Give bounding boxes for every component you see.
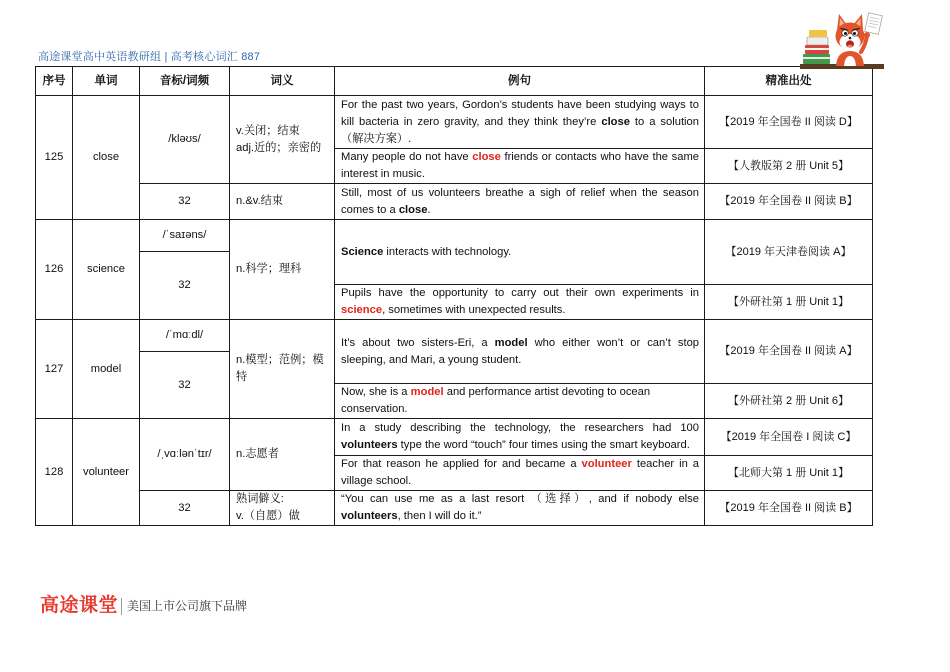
keyword-highlighted: volunteer [581, 458, 632, 470]
entry-extra-meaning [230, 491, 334, 525]
example-sentence-cell [335, 456, 704, 490]
example-source: 【2019 年全国卷 II 阅读 B】 [705, 184, 872, 219]
entry-meaning [230, 220, 334, 319]
fox-mascot-with-books-icon [800, 10, 884, 70]
column-header-word: 单词 [73, 67, 139, 95]
entry-number: 127 [36, 320, 72, 418]
sentence-text: Still, most of us volunteers breathe a sigh of relief when the season comes to a [341, 186, 699, 216]
entry-frequency: 32 [140, 491, 229, 525]
example-source: 【人教版第 2 册 Unit 5】 [705, 149, 872, 183]
sentence-text: friends or contacts who have the same interest in music. [341, 151, 699, 180]
entry-word: close [73, 96, 139, 219]
meaning-line: n.&v.结束 [236, 195, 284, 207]
sentence-text: Now, she is a [341, 386, 411, 398]
keyword: Science [341, 245, 384, 258]
example-sentence [341, 285, 699, 319]
keyword-highlighted: model [410, 386, 444, 398]
entry-meaning [230, 96, 334, 183]
brand-tagline: 美国上市公司旗下品牌 [127, 599, 248, 613]
example-source: 【外研社第 2 册 Unit 6】 [705, 384, 872, 418]
entry-phonetic: /ˌvɑːlənˈtɪr/ [140, 419, 229, 490]
entry-word: model [73, 320, 139, 418]
entry-word: science [73, 220, 139, 319]
meaning-line: n.科学；理科 [236, 263, 302, 275]
sentence-text: interacts with technology. [383, 245, 512, 258]
vocabulary-table [35, 66, 873, 526]
column-header-meaning: 词义 [230, 67, 334, 95]
sentence-text: . [427, 203, 431, 216]
example-source: 【2019 年全国卷 II 阅读 B】 [705, 491, 872, 525]
column-header-source: 精准出处 [705, 67, 872, 95]
entry-number: 126 [36, 220, 72, 319]
entry-extra-meaning [230, 184, 334, 219]
sentence-text: type the word “touch” four times using the smart keyboard. [397, 439, 690, 451]
meaning-line: v.关闭；结束 [236, 124, 300, 137]
example-sentence-cell [335, 491, 704, 525]
example-sentence [341, 384, 699, 418]
entry-frequency: 32 [140, 352, 229, 418]
entry-phonetic: /ˈmɑːdl/ [140, 320, 229, 351]
meaning-line: n.志愿者 [236, 448, 279, 460]
sentence-text: to a solution （解决方案）. [341, 115, 699, 145]
example-sentence-cell [335, 384, 704, 418]
sentence-text: teacher in a village school. [341, 458, 699, 487]
meaning-line: v.（自愿）做 [236, 510, 300, 522]
meaning-line: n.模型；范例；模特 [236, 354, 324, 383]
sentence-text: Many people do not have [341, 151, 473, 163]
keyword: volunteers [341, 439, 398, 451]
entry-number: 128 [36, 419, 72, 525]
example-sentence [341, 491, 699, 525]
column-header-example: 例句 [335, 67, 704, 95]
keyword-highlighted: close [472, 151, 501, 163]
example-sentence-cell [335, 220, 704, 284]
example-sentence [341, 97, 699, 148]
entry-word: volunteer [73, 419, 139, 525]
meaning-line: adj.近的；亲密的 [236, 141, 322, 154]
example-sentence [341, 244, 699, 261]
example-sentence [341, 149, 699, 183]
entry-meaning [230, 419, 334, 490]
sentence-text: For the past two years, Gordon’s students have been studying ways to kill bacteria in zero gravity, and they think they’re [341, 98, 699, 128]
entry-phonetic: /kləʊs/ [140, 96, 229, 183]
example-sentence-cell [335, 320, 704, 383]
example-source: 【外研社第 1 册 Unit 1】 [705, 285, 872, 319]
example-sentence [341, 456, 699, 490]
sentence-text: Pupils have the opportunity to carry out their own experiments in [341, 287, 699, 299]
entry-phonetic: /ˈsaɪəns/ [140, 220, 229, 251]
keyword: close [398, 203, 428, 216]
example-sentence-cell [335, 419, 704, 455]
example-sentence-cell [335, 285, 704, 319]
entry-meaning [230, 320, 334, 418]
sentence-text: and performance artist devoting to ocean conservation. [341, 386, 651, 415]
sentence-text: It’s about two sisters-Eri, a [341, 336, 495, 349]
sentence-text: , then I will do it.” [397, 510, 482, 522]
example-source: 【北师大第 1 册 Unit 1】 [705, 456, 872, 490]
example-source: 【2019 年全国卷 II 阅读 D】 [705, 96, 872, 148]
keyword: close [601, 115, 630, 128]
example-sentence [341, 185, 699, 219]
meaning-line: 熟词僻义: [236, 493, 284, 505]
example-source: 【2019 年全国卷 II 阅读 A】 [705, 320, 872, 383]
keyword: model [494, 336, 528, 349]
keyword: volunteers [341, 510, 398, 522]
column-header-phonetic: 音标/词频 [140, 67, 229, 95]
example-sentence-cell [335, 96, 704, 148]
entry-number: 125 [36, 96, 72, 219]
sentence-text: “You can use me as a last resort （选择）, and if nobody else [341, 493, 699, 505]
document-header-title: 高途课堂高中英语教研组 | 高考核心词汇 887 [38, 51, 261, 63]
example-sentence [341, 420, 699, 454]
column-header-number: 序号 [36, 67, 72, 95]
example-sentence-cell [335, 149, 704, 183]
keyword-highlighted: science [341, 304, 383, 316]
example-sentence [341, 335, 699, 369]
example-source: 【2019 年全国卷 I 阅读 C】 [705, 419, 872, 455]
footer-divider [121, 598, 122, 615]
example-source: 【2019 年天津卷阅读 A】 [705, 220, 872, 284]
sentence-text: In a study describing the technology, the researchers had 100 [341, 422, 699, 434]
sentence-text: For that reason he applied for and became a [341, 458, 582, 470]
entry-frequency: 32 [140, 184, 229, 219]
entry-frequency: 32 [140, 252, 229, 319]
brand-logo: 高途课堂 [40, 595, 119, 616]
sentence-text: , sometimes with unexpected results. [382, 304, 566, 316]
example-sentence-cell [335, 184, 704, 219]
sentence-text: who either won’t or can’t stop sleeping, and Mari, a young student. [341, 336, 700, 366]
